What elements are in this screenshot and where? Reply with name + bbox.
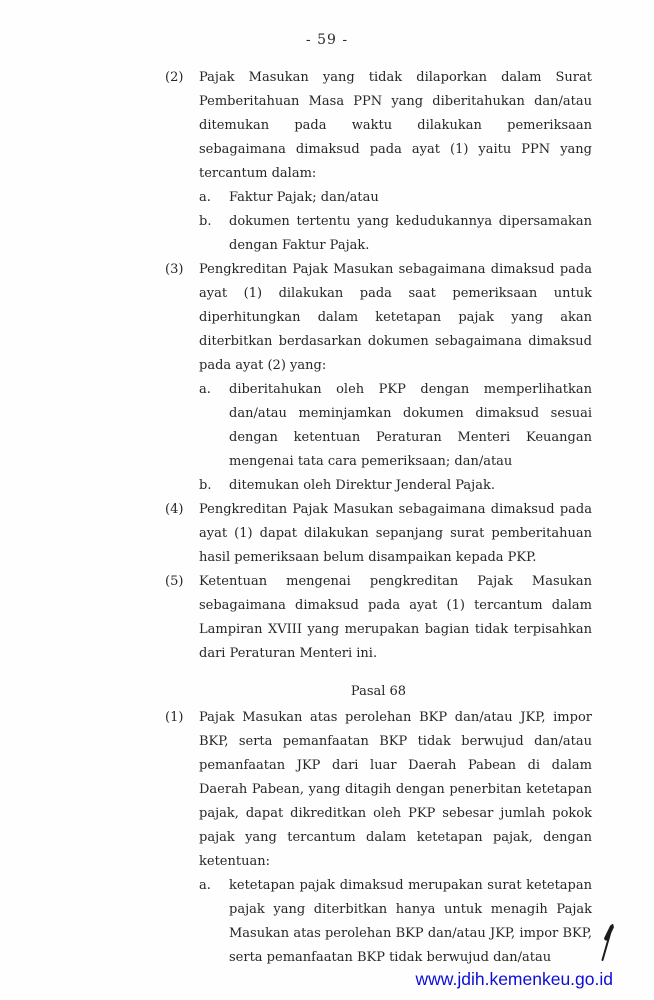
sub-clause-letter: a. xyxy=(199,190,211,205)
clause-item-5 xyxy=(165,570,592,666)
clause-body xyxy=(199,498,592,570)
clause-body xyxy=(199,706,592,970)
sub-clause-text: ditemukan oleh Direktur Jenderal Pajak. xyxy=(229,478,495,493)
sub-clause-text: Faktur Pajak; dan/atau xyxy=(229,190,379,205)
sub-clause-letter: a. xyxy=(199,878,211,893)
clause-body xyxy=(199,66,592,258)
sub-clause-text: ketetapan pajak dimaksud merupakan surat ketetapan pajak yang diterbitkan hanya untuk menagih Pajak Masukan atas perolehan BKP dan/atau JKP, impor BKP, serta pemanfaatan BKP tidak berwujud dan/atau xyxy=(229,878,592,965)
sub-clause-a xyxy=(199,874,592,970)
sub-clause-text: dokumen tertentu yang kedudukannya dipersamakan dengan Faktur Pajak. xyxy=(229,214,592,253)
sub-clause-letter: a. xyxy=(199,382,211,397)
paraf-mark-icon xyxy=(596,924,618,962)
clause-number: (5) xyxy=(165,574,184,589)
sub-clause-letter: b. xyxy=(199,214,212,229)
sub-clause-a xyxy=(199,186,592,210)
footer-link[interactable]: www.jdih.kemenkeu.go.id xyxy=(415,969,613,989)
clause-item-3 xyxy=(165,258,592,498)
clause-item-1 xyxy=(165,706,592,970)
clause-body xyxy=(199,258,592,498)
clause-text: Pengkreditan Pajak Masukan sebagaimana dimaksud pada ayat (1) dilakukan pada saat pemeriksaan untuk diperhitungkan dalam ketetapan pajak yang akan diterbitkan berdasarkan dokumen sebagaimana dimaksud pada ayat (2) yang: xyxy=(199,262,592,373)
sub-clause-a xyxy=(199,378,592,474)
clause-number: (1) xyxy=(165,710,184,725)
sub-clause-b xyxy=(199,210,592,258)
clause-number: (4) xyxy=(165,502,184,517)
clause-body xyxy=(199,570,592,666)
clause-text: Pajak Masukan atas perolehan BKP dan/atau JKP, impor BKP, serta pemanfaatan BKP tidak berwujud dan/atau pemanfaatan JKP dari luar Daerah Pabean di dalam Daerah Pabean, yang ditagih dengan penerbitan ketetapan pajak, dapat dikreditkan oleh PKP sebesar jumlah pokok pajak yang tercantum dalam ketetapan pajak, dengan ketentuan: xyxy=(199,710,592,869)
clause-number: (3) xyxy=(165,262,184,277)
sub-clause-b xyxy=(199,474,592,498)
clause-number: (2) xyxy=(165,70,184,85)
page-number: - 59 - xyxy=(305,32,349,48)
clause-item-4 xyxy=(165,498,592,570)
sub-clause-letter: b. xyxy=(199,478,212,493)
sub-clause-text: diberitahukan oleh PKP dengan memperlihatkan dan/atau meminjamkan dokumen dimaksud sesuai dengan ketentuan Peraturan Menteri Keuangan mengenai tata cara pemeriksaan; dan/atau xyxy=(229,382,592,469)
document-content xyxy=(165,66,592,970)
section-heading: Pasal 68 xyxy=(350,684,407,699)
clause-text: Ketentuan mengenai pengkreditan Pajak Masukan sebagaimana dimaksud pada ayat (1) tercantum dalam Lampiran XVIII yang merupakan bagian tidak terpisahkan dari Peraturan Menteri ini. xyxy=(199,574,592,661)
clause-text: Pengkreditan Pajak Masukan sebagaimana dimaksud pada ayat (1) dapat dilakukan sepanjang surat pemberitahuan hasil pemeriksaan belum disampaikan kepada PKP. xyxy=(199,502,592,565)
clause-item-2 xyxy=(165,66,592,258)
clause-text: Pajak Masukan yang tidak dilaporkan dalam Surat Pemberitahuan Masa PPN yang diberitahukan dan/atau ditemukan pada waktu dilakukan pemeriksaan sebagaimana dimaksud pada ayat (1) yaitu PPN yang tercantum dalam: xyxy=(199,70,592,181)
